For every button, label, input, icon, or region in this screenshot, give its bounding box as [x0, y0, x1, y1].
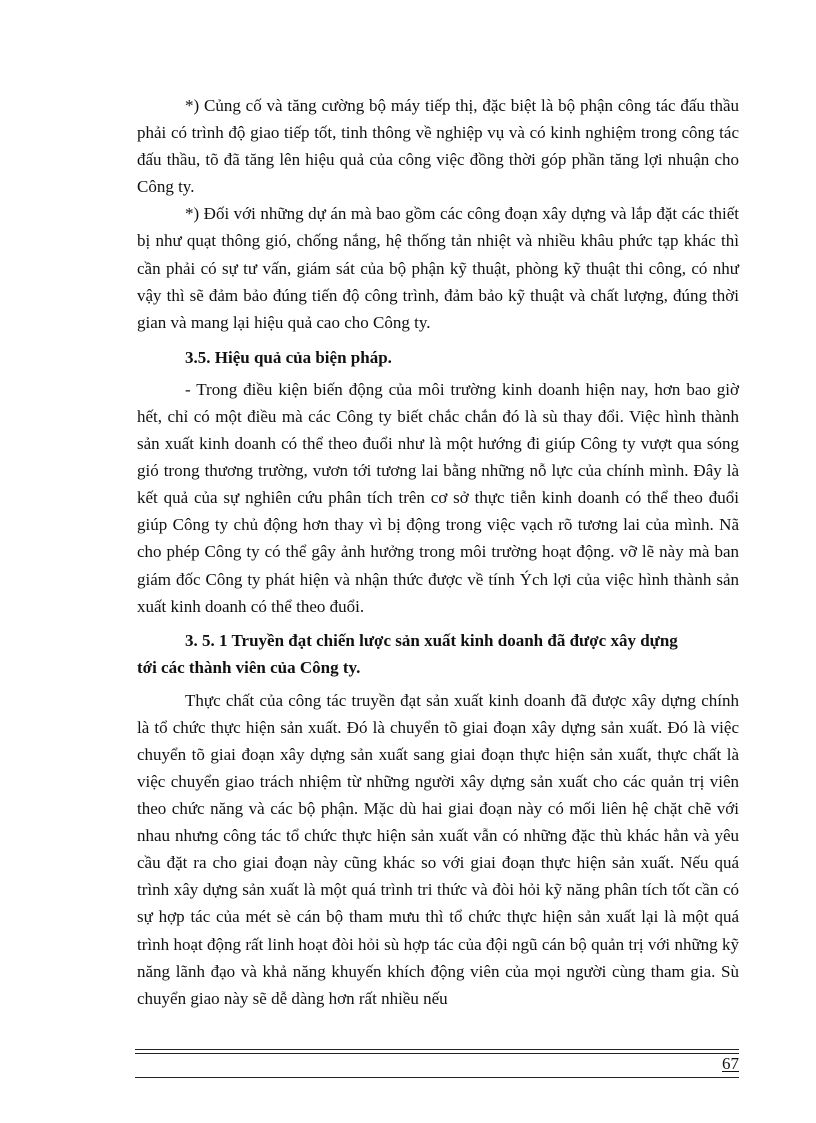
- paragraph-marketing: *) Củng cố và tăng cường bộ máy tiếp thị, đặc biệt là bộ phận công tác đấu thầu phải có trình độ giao tiếp tốt, tinh thông về nghiệp vụ và có kinh nghiệm trong công tác đấu thầu, tõ đã tăng lên hiệu quả của công việc đồng thời góp phần tăng lợi nhuận cho Công ty.: [137, 96, 739, 197]
- footer-bottom-rule: [135, 1077, 739, 1078]
- footer-rule-thin: [135, 1053, 739, 1054]
- footer-rule-thick: [135, 1049, 739, 1050]
- paragraph-3-5-1: Thực chất của công tác truyền đạt sản xuất kinh doanh đã được xây dựng chính là tổ chức thực hiện sản xuất. Đó là chuyển tõ giai đoạn xây dựng sản xuất. Đó là việc chuyển tõ giai đoạn xây dựng sản xuất sang giai đoạn thực hiện sản xuất, thực chất là việc chuyển giao trách nhiệm từ những người xây dựng sản xuất cho các quản trị viên theo chức năng và các bộ phận. Mặc dù hai giai đoạn này có mối liên hệ chặt chẽ với nhau nhưng công tác tổ chức thực hiện sản xuất vẫn có những đặc thù khác hẳn và yêu cầu đặt ra cho giai đoạn này cũng khác so với giai đoạn thực hiện sản xuất. Nếu quá trình xây dựng sản xuất là một quá trình tri thức và đòi hỏi kỹ năng phân tích tốt cần có sự hợp tác của mét sè cán bộ tham mưu thì tổ chức thực hiện sản xuất lại là một quá trình hoạt động rất linh hoạt đòi hỏi sù hợp tác của đội ngũ cán bộ quản trị với những kỹ năng lãnh đạo và khả năng khuyến khích động viên của mọi người cùng tham gia. Sù chuyển giao này sẽ dễ dàng hơn rất nhiều nếu: [137, 690, 739, 1008]
- section-heading-3-5-1: 3. 5. 1 Truyền đạt chiến lược sản xuất kinh doanh đã được xây dựng tới các thành viên của Công ty.: [137, 630, 678, 677]
- section-heading-3-5: 3.5. Hiệu quả của biện pháp.: [185, 347, 392, 367]
- paragraph-technical-supervision: *) Đối với những dự án mà bao gồm các công đoạn xây dựng và lắp đặt các thiết bị như quạt thông gió, chống nắng, hệ thống tản nhiệt và nhiều khâu phức tạp khác thì cần phải có sự tư vấn, giám sát của bộ phận kỹ thuật, phòng kỹ thuật thi công, có như vậy thì sẽ đảm bảo đúng tiến độ công trình, đảm bảo kỹ thuật và chất lượng, đúng thời gian và mang lại hiệu quả cao cho Công ty.: [137, 204, 739, 332]
- page-number: 67: [722, 1054, 739, 1073]
- body-text: [137, 92, 739, 1012]
- paragraph-3-5: - Trong điều kiện biến động của môi trường kinh doanh hiện nay, hơn bao giờ hết, chỉ có một điều mà các Công ty biết chắc chắn đó là sù thay đổi. Việc hình thành sản xuất kinh doanh có thể theo đuổi như là một hướng đi giúp Công ty vượt qua sóng gió trong thương trường, vươn tới tương lai bằng những nỗ lực của chính mình. Đây là kết quả của sự nghiên cứu phân tích trên cơ sở thực tiễn kinh doanh có thể theo đuổi giúp Công ty chủ động hơn thay vì bị động trong việc vạch rõ tương lai của mình. Nã cho phép Công ty có thể gây ảnh hưởng trong môi trường hoạt động. vỡ lẽ này mà ban giám đốc Công ty phát hiện và nhận thức được về tính Ých lợi của việc hình thành sản xuất kinh doanh có thể theo đuổi.: [137, 379, 739, 616]
